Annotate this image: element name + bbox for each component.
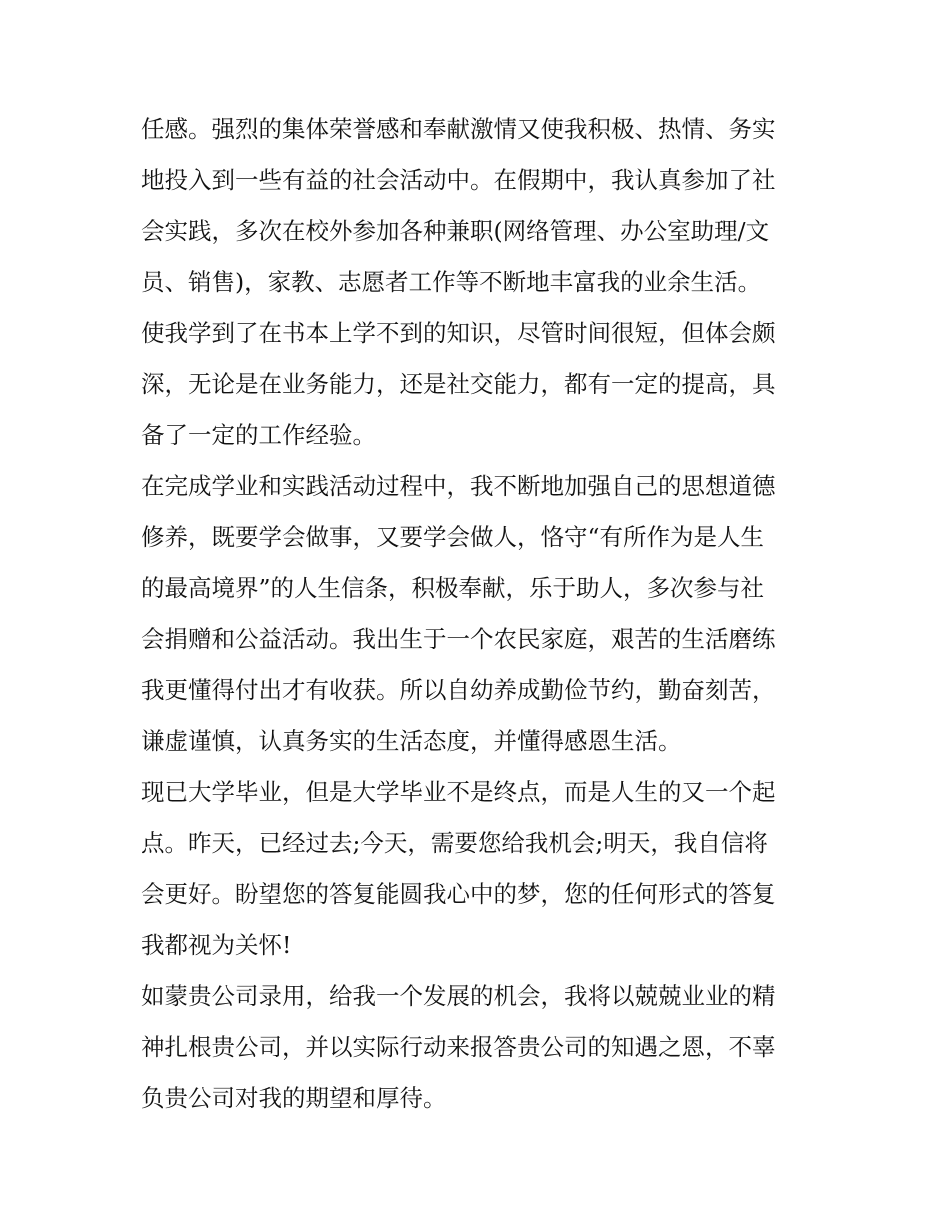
text-line: 神扎根贵公司，并以实际行动来报答贵公司的知遇之恩，不辜	[141, 1033, 776, 1061]
text-line: 会捐赠和公益活动。我出生于一个农民家庭，艰苦的生活磨练	[141, 625, 776, 653]
text-line: 负贵公司对我的期望和厚待。	[141, 1084, 447, 1112]
text-line: 会更好。盼望您的答复能圆我心中的梦，您的任何形式的答复	[141, 880, 776, 908]
text-line: 点。昨天，已经过去;今天，需要您给我机会;明天，我自信将	[141, 829, 768, 857]
text-line: 如蒙贵公司录用，给我一个发展的机会，我将以兢兢业业的精	[141, 982, 776, 1010]
text-line: 我更懂得付出才有收获。所以自幼养成勤俭节约，勤奋刻苦，	[141, 676, 776, 704]
text-line: 会实践，多次在校外参加各种兼职(网络管理、办公室助理/文	[141, 217, 770, 245]
paragraph-3	[141, 767, 821, 971]
text-line: 员、销售)，家教、志愿者工作等不断地丰富我的业余生活。	[141, 268, 762, 296]
text-line: 使我学到了在书本上学不到的知识，尽管时间很短，但体会颇	[141, 319, 776, 347]
paragraph-4	[141, 971, 821, 1124]
paragraph-2	[141, 461, 821, 767]
text-line: 任感。强烈的集体荣誉感和奉献激情又使我积极、热情、务实	[141, 115, 776, 143]
letter-body	[141, 104, 821, 1124]
text-line: 修养，既要学会做事，又要学会做人，恪守“有所作为是人生	[141, 523, 765, 551]
text-line: 现已大学毕业，但是大学毕业不是终点，而是人生的又一个起	[141, 778, 776, 806]
paragraph-1	[141, 104, 821, 461]
text-line: 地投入到一些有益的社会活动中。在假期中，我认真参加了社	[141, 166, 776, 194]
text-line: 深，无论是在业务能力，还是社交能力，都有一定的提高，具	[141, 370, 776, 398]
text-line: 我都视为关怀!	[141, 931, 292, 959]
text-line: 谦虚谨慎，认真务实的生活态度，并懂得感恩生活。	[141, 727, 682, 755]
text-line: 备了一定的工作经验。	[141, 421, 376, 449]
text-line: 在完成学业和实践活动过程中，我不断地加强自己的思想道德	[141, 472, 776, 500]
text-line: 的最高境界”的人生信条，积极奉献，乐于助人，多次参与社	[141, 574, 765, 602]
